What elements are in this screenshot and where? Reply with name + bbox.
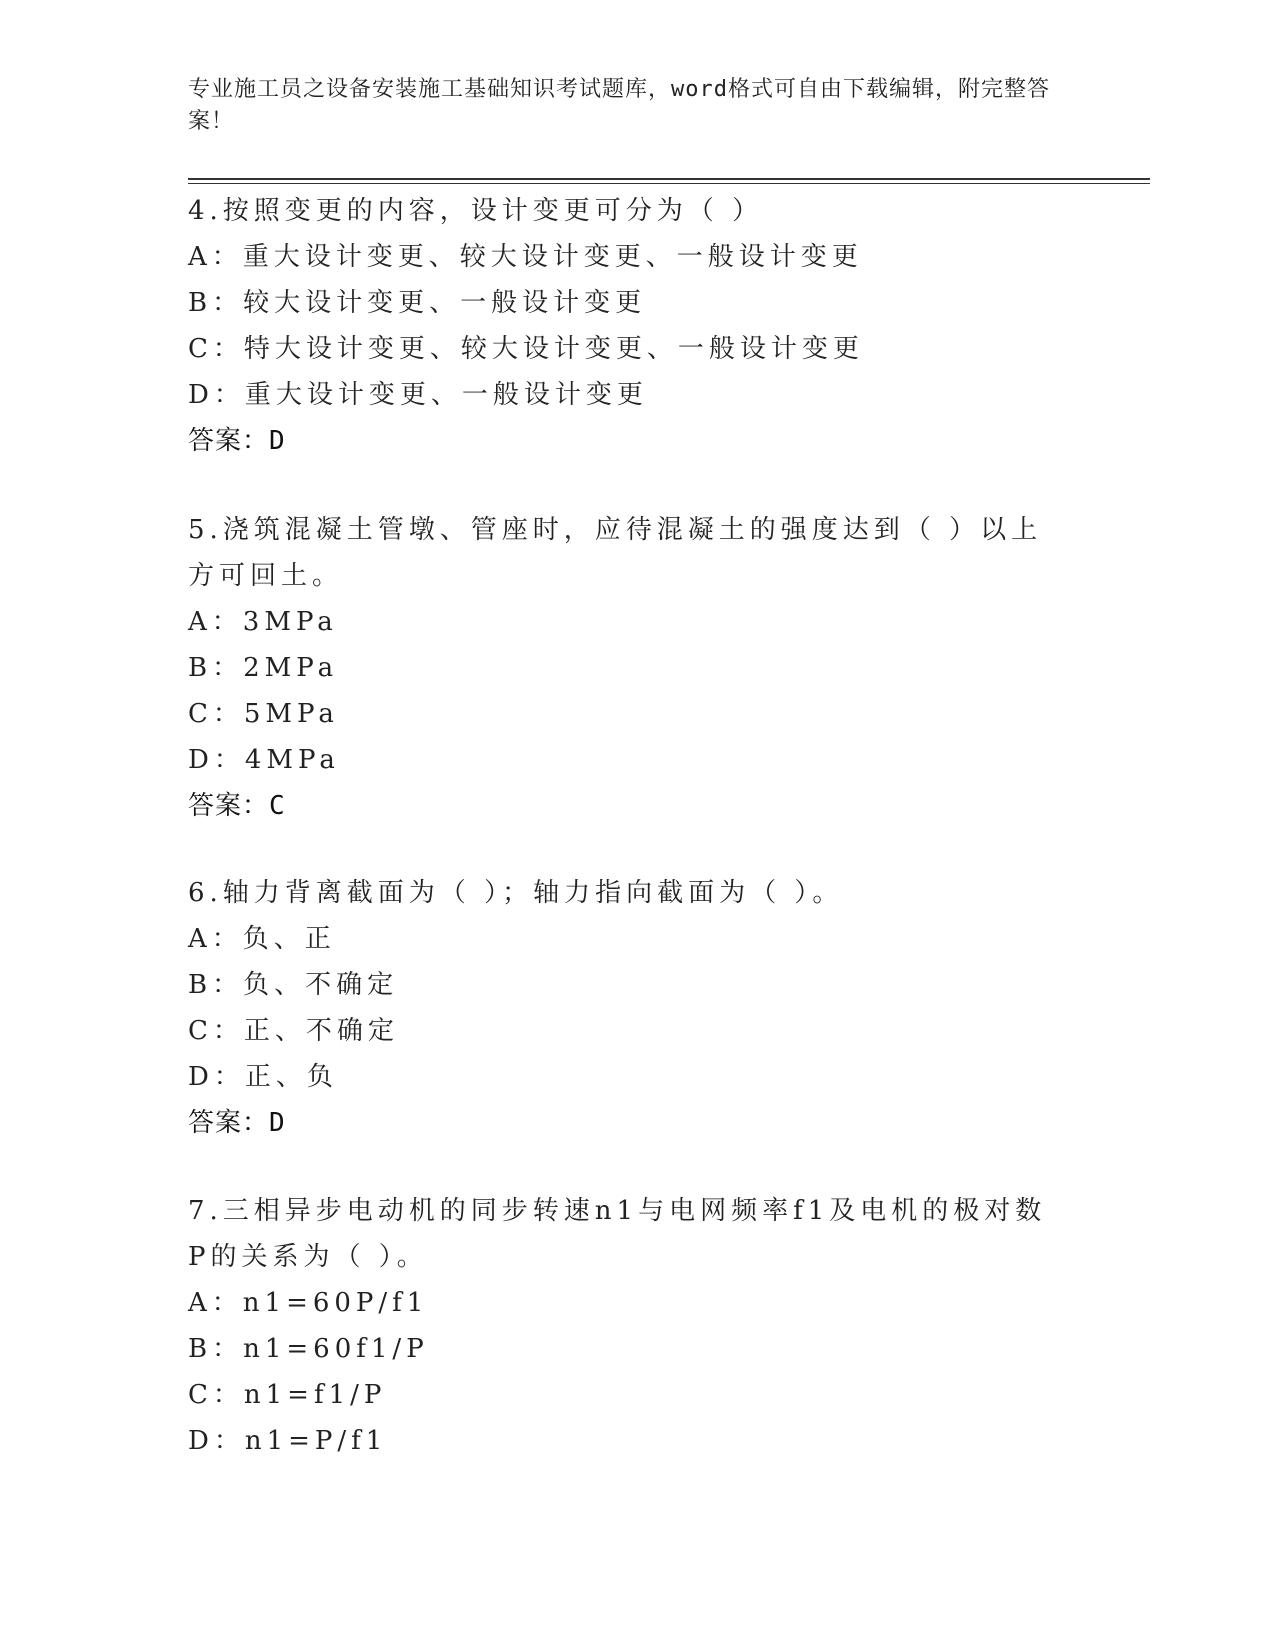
- option-d: D：n1=P/f1: [188, 1426, 388, 1456]
- header-divider-thin: [188, 183, 1150, 184]
- option-c: C：n1=f1/P: [188, 1380, 387, 1410]
- answer-text: 答案：C: [188, 791, 286, 821]
- question-stem: 4.按照变更的内容，设计变更可分为（ ）: [188, 196, 764, 226]
- option-c: C：特大设计变更、较大设计变更、一般设计变更: [188, 334, 864, 364]
- question-stem: 7.三相异步电动机的同步转速n1与电网频率f1及电机的极对数P的关系为（ ）。: [188, 1196, 1047, 1272]
- option-c: C：正、不确定: [188, 1016, 399, 1046]
- answer-text: 答案：D: [188, 1108, 286, 1138]
- document-header: 专业施工员之设备安装施工基础知识考试题库，word格式可自由下载编辑，附完整答案！: [188, 77, 1050, 134]
- option-c: C：5MPa: [188, 699, 339, 729]
- option-b: B：较大设计变更、一般设计变更: [188, 288, 647, 318]
- option-d: D：重大设计变更、一般设计变更: [188, 380, 648, 410]
- question-6: [188, 870, 1088, 1146]
- question-stem: 5.浇筑混凝土管墩、管座时，应待混凝土的强度达到（ ）以上方可回土。: [188, 515, 1043, 591]
- option-a: A：重大设计变更、较大设计变更、一般设计变更: [188, 242, 863, 272]
- answer-text: 答案：D: [188, 426, 286, 456]
- question-5: [188, 507, 1088, 829]
- option-d: D：4MPa: [188, 745, 340, 775]
- option-a: A：3MPa: [188, 607, 338, 637]
- question-4: [188, 188, 1088, 464]
- option-b: B：2MPa: [188, 653, 339, 683]
- question-7: [188, 1188, 1088, 1464]
- option-a: A：n1=60P/f1: [188, 1288, 429, 1318]
- option-b: B：n1=60f1/P: [188, 1334, 429, 1364]
- option-d: D：正、负: [188, 1062, 338, 1092]
- option-b: B：负、不确定: [188, 970, 399, 1000]
- header-divider-thick: [188, 178, 1150, 180]
- option-a: A：负、正: [188, 924, 336, 954]
- question-stem: 6.轴力背离截面为（ ）；轴力指向截面为（ ）。: [188, 878, 844, 908]
